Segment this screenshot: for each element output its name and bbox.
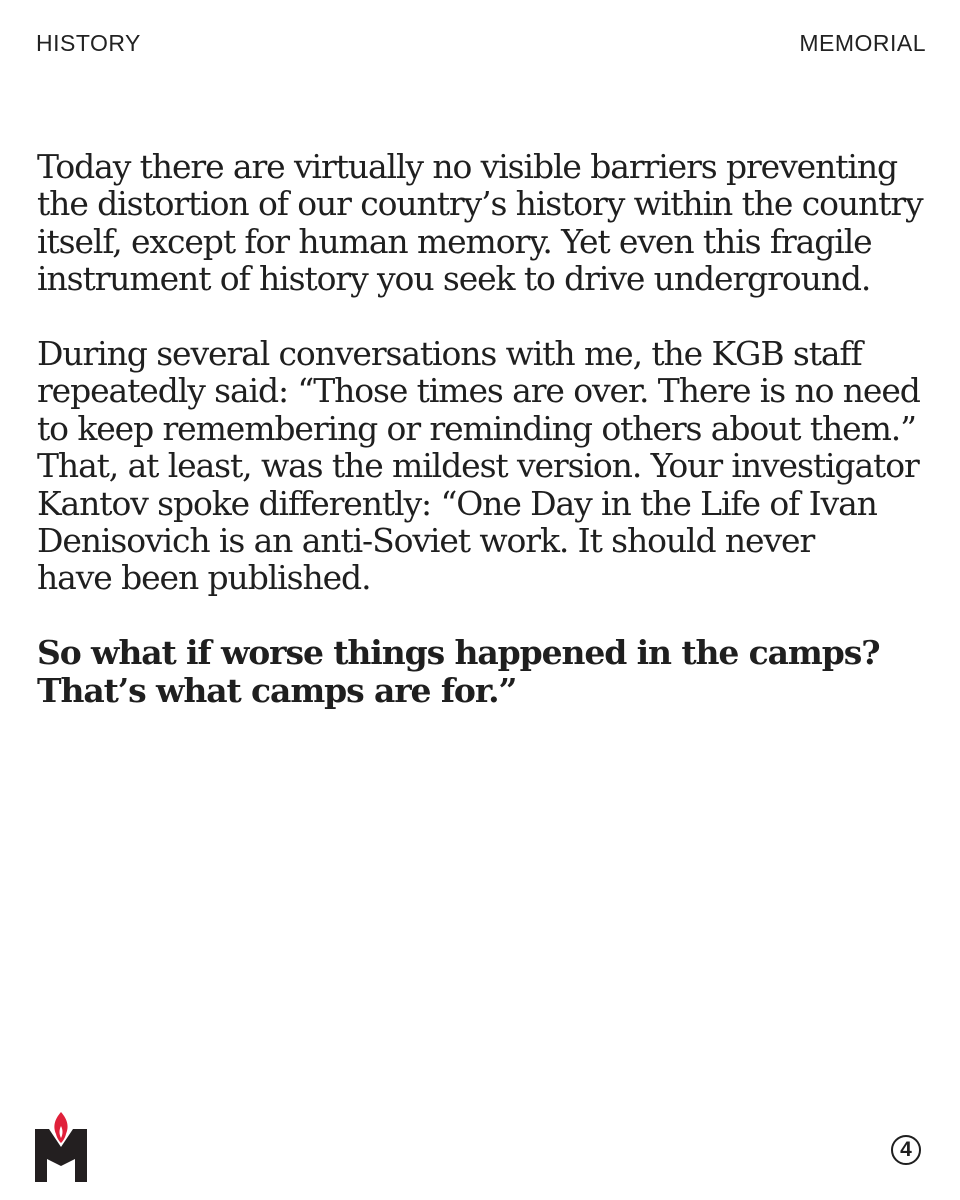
emphasis-quote: So what if worse things happened in the camps? That’s what camps are for.” <box>37 633 880 710</box>
letter-text <box>37 148 937 709</box>
header-bar <box>36 30 926 60</box>
paragraph-2: During several conversations with me, the KGB staff repeatedly said: “Those times are over. There is no need to keep remembering or reminding others about them.” That, at least, was the mildest version. Your investigator Kantov spoke differently: “One Day in the Life of Ivan Denisovich is an anti-Soviet work. It should never have been published. <box>37 334 920 598</box>
section-label: HISTORY <box>36 30 141 56</box>
brand-label: MEMORIAL <box>799 30 926 56</box>
paragraph-1: Today there are virtually no visible barriers preventing the distortion of our country’s history within the country itself, except for human memory. Yet even this fragile instrument of history you seek to drive underground. <box>37 147 923 299</box>
memorial-logo-icon <box>35 1112 87 1182</box>
page-number-badge: 4 <box>891 1135 921 1165</box>
